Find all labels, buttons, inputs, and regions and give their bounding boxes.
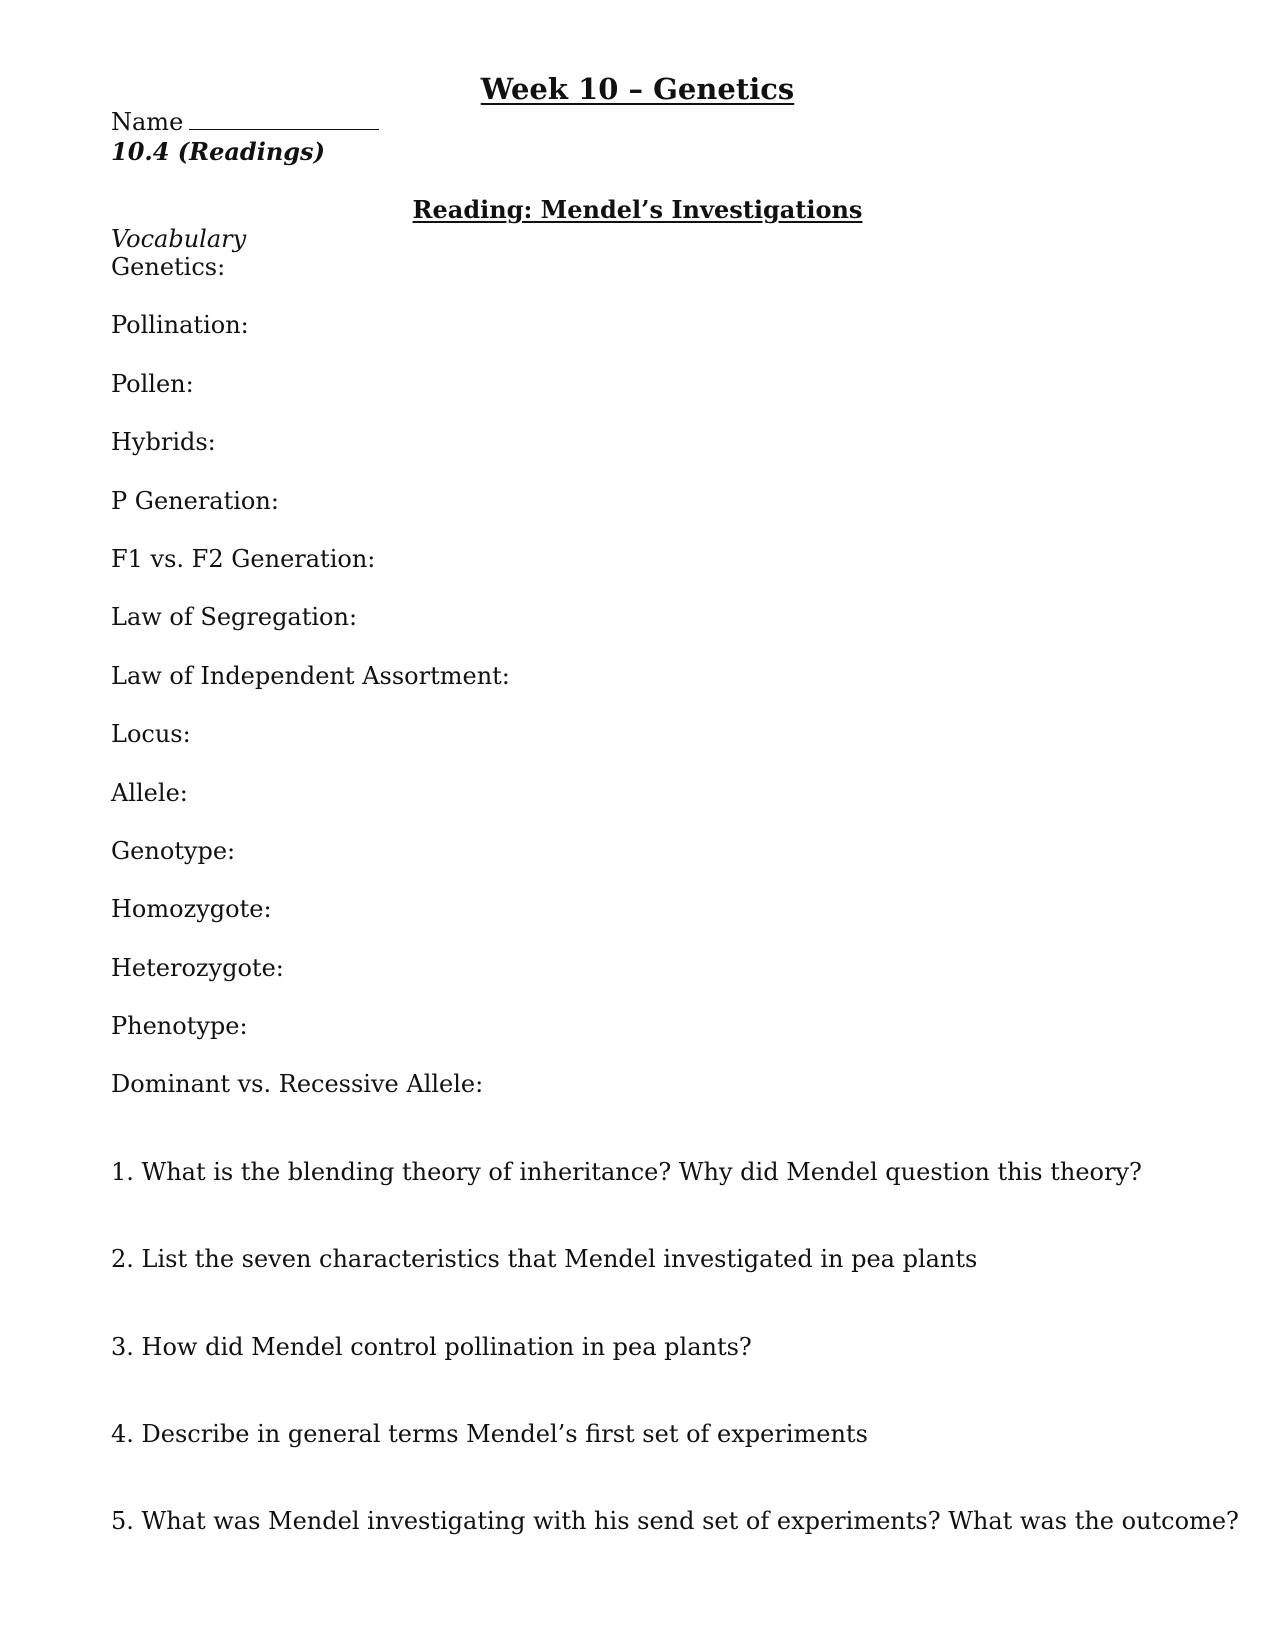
- question-item: 5. What was Mendel investigating with his send set of experiments? What was the outcome?: [111, 1507, 1239, 1536]
- vocab-term: Genetics:: [111, 253, 226, 281]
- vocab-term: P Generation:: [111, 486, 279, 515]
- question-item: 2. List the seven characteristics that Mendel investigated in pea plants: [111, 1245, 978, 1274]
- vocab-term: Law of Independent Assortment:: [111, 661, 510, 690]
- vocab-term: Genotype:: [111, 836, 236, 865]
- name-label: Name: [111, 108, 184, 136]
- vocab-term: Hybrids:: [111, 428, 216, 457]
- vocab-term: Dominant vs. Recessive Allele:: [111, 1070, 484, 1099]
- vocab-term: Allele:: [111, 778, 188, 807]
- name-blank-line[interactable]: [189, 109, 379, 130]
- page-title: Week 10 – Genetics: [480, 72, 795, 106]
- vocab-term: Pollination:: [111, 311, 249, 340]
- vocab-term: F1 vs. F2 Generation:: [111, 544, 376, 573]
- question-item: 3. How did Mendel control pollination in pea plants?: [111, 1332, 752, 1361]
- name-field: [111, 108, 379, 136]
- section-number: 10.4 (Readings): [111, 137, 325, 166]
- vocabulary-list: [111, 254, 510, 1130]
- vocab-term: Locus:: [111, 720, 191, 749]
- vocab-term: Heterozygote:: [111, 953, 284, 982]
- vocab-term: Pollen:: [111, 369, 194, 398]
- question-list: [111, 1159, 1239, 1595]
- question-item: 1. What is the blending theory of inheritance? Why did Mendel question this theory?: [111, 1158, 1142, 1186]
- question-item: 4. Describe in general terms Mendel’s first set of experiments: [111, 1419, 868, 1448]
- vocab-term: Homozygote:: [111, 895, 272, 924]
- vocabulary-heading: Vocabulary: [111, 225, 247, 253]
- vocab-term: Phenotype:: [111, 1012, 248, 1041]
- reading-title: Reading: Mendel’s Investigations: [412, 195, 863, 224]
- vocab-term: Law of Segregation:: [111, 603, 358, 632]
